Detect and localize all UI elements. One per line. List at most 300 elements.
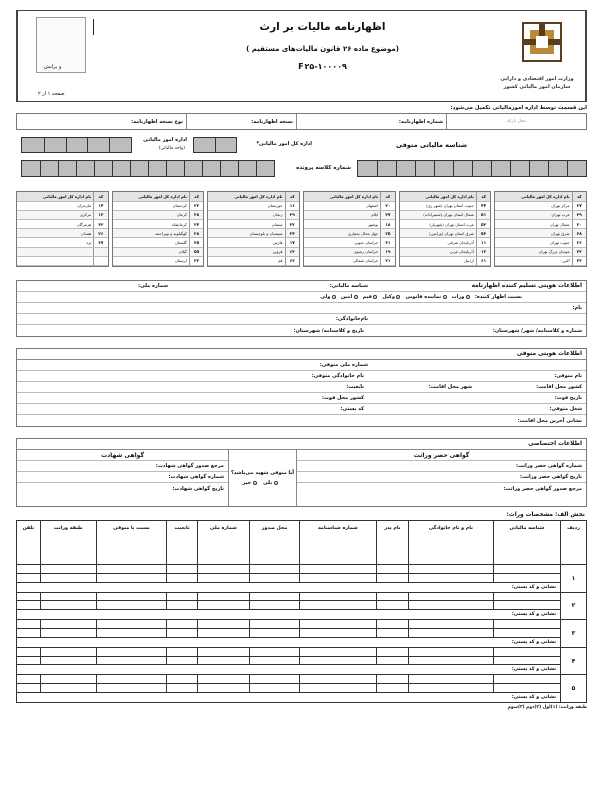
- office-name: سیستان و بلوچستان: [208, 229, 285, 238]
- name-column-header: نام اداره کل امور مالیاتی: [400, 192, 477, 201]
- heir-cell[interactable]: [197, 620, 249, 629]
- cert-number-field[interactable]: شماره گواهی حصر وراثت:: [516, 463, 582, 469]
- table-row: [113, 256, 204, 265]
- heir-cell[interactable]: [167, 628, 197, 637]
- martyr-cert-title: گواهی شهادت: [101, 451, 144, 459]
- heir-cell[interactable]: [197, 592, 249, 601]
- heir-cell[interactable]: [408, 592, 493, 601]
- heir-row: [17, 601, 587, 610]
- heir-cell[interactable]: [250, 628, 300, 637]
- table-row: [304, 201, 395, 210]
- table-row: [208, 210, 299, 219]
- office-name: کرمانشاه: [113, 220, 190, 229]
- martyr-yes-radio[interactable]: [263, 480, 277, 486]
- office-name: آذربایجان غربی: [400, 247, 477, 256]
- table-row: [208, 256, 299, 265]
- deceased-first-name-field[interactable]: نام متوفی:: [554, 373, 582, 379]
- heir-cell[interactable]: [96, 601, 167, 610]
- heir-cell[interactable]: [17, 601, 41, 610]
- office-code: ۳۸: [572, 229, 586, 238]
- office-code: ۲۲: [285, 220, 299, 229]
- heir-cell[interactable]: [197, 647, 249, 656]
- heir-cell[interactable]: [408, 573, 493, 582]
- heir-row-number: ۳: [561, 620, 587, 648]
- heir-cell[interactable]: [17, 565, 41, 574]
- heir-cell[interactable]: [408, 647, 493, 656]
- heir-row: [17, 582, 587, 592]
- heir-cell[interactable]: [250, 675, 300, 684]
- martyr-number-field[interactable]: شماره گواهی شهادت:: [168, 474, 224, 480]
- heir-cell[interactable]: [299, 647, 376, 656]
- heir-cell[interactable]: [167, 573, 197, 582]
- office-name: شرق استان تهران (ورامین): [400, 229, 477, 238]
- heir-address-field[interactable]: نشانی و کد پستی:: [17, 665, 561, 675]
- filer-identity-section: [16, 280, 587, 337]
- office-name: [17, 256, 94, 265]
- heir-cell[interactable]: [40, 628, 96, 637]
- heir-cell[interactable]: [40, 592, 96, 601]
- office-code: ۱۶: [285, 201, 299, 210]
- office-code: ۳۳: [94, 220, 108, 229]
- heir-cell[interactable]: [167, 592, 197, 601]
- table-row: [304, 220, 395, 229]
- heir-cell[interactable]: [40, 656, 96, 665]
- org-name: [497, 76, 577, 91]
- office-code: ۵۱: [476, 210, 490, 219]
- heir-cell[interactable]: [40, 620, 96, 629]
- heir-cell[interactable]: [376, 675, 408, 684]
- heir-cell[interactable]: [408, 601, 493, 610]
- heir-cell[interactable]: [493, 601, 560, 610]
- heir-cell[interactable]: [96, 684, 167, 693]
- table-row: [17, 201, 108, 210]
- no-label: خیر: [242, 479, 252, 486]
- table-row: [400, 210, 491, 219]
- heir-cell[interactable]: [96, 592, 167, 601]
- heir-cell[interactable]: [17, 684, 41, 693]
- office-name: چهار محال بختیاری: [304, 229, 381, 238]
- heir-cell[interactable]: [376, 656, 408, 665]
- heir-cell[interactable]: [376, 565, 408, 574]
- residence-city-field[interactable]: شهر محل اقامت:: [428, 384, 472, 390]
- office-code: ۲۱: [381, 256, 395, 265]
- heir-cell[interactable]: [376, 601, 408, 610]
- heir-cell[interactable]: [299, 675, 376, 684]
- heir-cell[interactable]: [493, 684, 560, 693]
- heir-cell[interactable]: [299, 601, 376, 610]
- relation-option-radio[interactable]: [363, 294, 378, 300]
- heir-cell[interactable]: [167, 620, 197, 629]
- edition-label: و یرایش: [44, 64, 62, 70]
- table-row: [400, 247, 491, 256]
- office-name: [17, 247, 94, 256]
- office-name: مازندران: [17, 201, 94, 210]
- office-code: ۲۳: [572, 256, 586, 265]
- relation-option-radio[interactable]: [452, 294, 470, 300]
- office-code-table: [112, 191, 205, 267]
- heir-cell[interactable]: [167, 684, 197, 693]
- heir-cell[interactable]: [40, 675, 96, 684]
- office-code: ۳۹: [572, 210, 586, 219]
- table-row: [304, 247, 395, 256]
- barcode-placeholder: محل بارکد: [506, 119, 527, 124]
- heir-cell[interactable]: [250, 601, 300, 610]
- heir-cell[interactable]: [299, 620, 376, 629]
- table-row: [304, 238, 395, 247]
- heir-cell[interactable]: [40, 684, 96, 693]
- office-name: جنوب تهران: [495, 238, 572, 247]
- heir-cell[interactable]: [299, 592, 376, 601]
- cert-issuer-field[interactable]: مرجع صدور گواهی حصر وراثت:: [503, 485, 582, 492]
- office-name: همدان: [17, 229, 94, 238]
- table-row: [495, 238, 586, 247]
- office-name: مرکزی: [17, 210, 94, 219]
- tax-office-code-input[interactable]: [21, 137, 132, 153]
- filer-national-id-field[interactable]: شماره ملی:: [138, 283, 168, 289]
- heir-row: [17, 628, 587, 637]
- heir-cell[interactable]: [408, 628, 493, 637]
- office-code: ۱۲: [476, 247, 490, 256]
- heirs-column-header: طبقه وراثت: [40, 521, 96, 565]
- name-column-header: نام اداره کل امور مالیاتی: [208, 192, 285, 201]
- filer-name-field[interactable]: نام:: [572, 305, 582, 311]
- heir-cell[interactable]: [17, 647, 41, 656]
- heir-cell[interactable]: [17, 620, 41, 629]
- relation-option-label: ولی: [320, 293, 331, 300]
- office-code: ۲۸: [189, 229, 203, 238]
- office-code: ۲۰: [381, 201, 395, 210]
- martyr-issuer-field[interactable]: مرجع صدور گواهی شهادت:: [155, 463, 224, 469]
- office-name: شمال تهران: [495, 220, 572, 229]
- heir-cell[interactable]: [250, 647, 300, 656]
- office-code: [94, 256, 108, 265]
- office-name: یزد: [17, 238, 94, 247]
- office-name: سمنان: [208, 220, 285, 229]
- heir-cell[interactable]: [376, 647, 408, 656]
- version-type-label: نوع نسخه اظهارنامه:: [131, 118, 183, 125]
- heir-cell[interactable]: [197, 675, 249, 684]
- heir-cell[interactable]: [376, 592, 408, 601]
- org-logo-box: [500, 11, 586, 101]
- office-name: قم: [208, 256, 285, 265]
- filer-id-number-field[interactable]: شماره و کلاسنامه/ شهر/ شهرستان:: [492, 327, 582, 334]
- heir-cell[interactable]: [493, 647, 560, 656]
- heir-address-field[interactable]: نشانی و کد پستی:: [17, 582, 561, 592]
- return-version-label: نسخه اظهارنامه:: [251, 118, 293, 125]
- table-row: [113, 247, 204, 256]
- general-office-code-input[interactable]: [193, 137, 237, 153]
- relation-option-label: وکیل: [382, 293, 395, 300]
- heir-cell[interactable]: [197, 573, 249, 582]
- heir-cell[interactable]: [408, 565, 493, 574]
- heir-cell[interactable]: [299, 684, 376, 693]
- heir-cell[interactable]: [408, 620, 493, 629]
- table-row: [400, 220, 491, 229]
- heir-cell[interactable]: [167, 656, 197, 665]
- heir-cell[interactable]: [376, 628, 408, 637]
- tax-organization-logo-icon: [521, 21, 563, 63]
- name-column-header: نام اداره کل امور مالیاتی: [113, 192, 190, 201]
- office-code-table: [16, 191, 109, 267]
- office-code-table: [207, 191, 300, 267]
- heir-address-field[interactable]: نشانی و کد پستی:: [17, 692, 561, 702]
- deceased-tax-id-input[interactable]: [357, 160, 587, 177]
- heir-address-field[interactable]: نشانی و کد پستی:: [17, 637, 561, 647]
- heir-cell[interactable]: [197, 601, 249, 610]
- table-row: [400, 229, 491, 238]
- office-note: این قسمت توسط اداره امورمالیاتی تکمیل می‌شود:: [450, 105, 587, 111]
- office-code: ۳۵: [189, 238, 203, 247]
- martyr-no-radio[interactable]: [242, 480, 256, 486]
- office-code: ۳۸: [189, 210, 203, 219]
- office-code: ۱۳: [94, 210, 108, 219]
- heir-row: [17, 637, 587, 647]
- table-row: [495, 201, 586, 210]
- office-code: ۲۴: [285, 229, 299, 238]
- inheritance-cert-title: گواهی حصر وراثت: [413, 451, 470, 459]
- heir-cell[interactable]: [96, 647, 167, 656]
- heir-cell[interactable]: [17, 573, 41, 582]
- table-row: [495, 256, 586, 265]
- office-code-table: [494, 191, 587, 267]
- heir-cell[interactable]: [376, 684, 408, 693]
- return-version-field[interactable]: [186, 114, 296, 129]
- relation-option-label: وراث: [451, 293, 465, 300]
- heirs-column-header: تابعیت: [167, 521, 197, 565]
- tax-id-area: [16, 136, 587, 184]
- page-info-box: [17, 11, 145, 101]
- heir-cell[interactable]: [167, 675, 197, 684]
- last-address-field[interactable]: نشانی آخرین محل اقامت:: [517, 417, 582, 424]
- occupation-field[interactable]: شغل متوفی:: [549, 406, 582, 412]
- filer-identity-title: اطلاعات هویتی تسلیم کننده اظهارنامه: [471, 283, 582, 289]
- office-code: ۲۶: [572, 238, 586, 247]
- office-name: خراسان شمالی: [304, 256, 381, 265]
- heir-cell[interactable]: [167, 565, 197, 574]
- tax-unit-label: (واحد مالیاتی): [158, 146, 185, 151]
- heir-cell[interactable]: [17, 628, 41, 637]
- heirs-column-header: نام و نام خانوادگی: [408, 521, 493, 565]
- office-name: شرق تهران: [495, 229, 572, 238]
- death-country-field[interactable]: کشور محل فوت:: [321, 395, 364, 401]
- heir-cell[interactable]: [96, 565, 167, 574]
- relation-options: [320, 294, 475, 301]
- heir-cell[interactable]: [167, 601, 197, 610]
- office-name: کهگیلویه و بویراحمد: [113, 229, 190, 238]
- table-row: [208, 229, 299, 238]
- general-office-label: اداره کل امور مالیاتی*: [256, 141, 312, 147]
- heir-cell[interactable]: [17, 656, 41, 665]
- form-code: F۲۵-۱۰۰۰۰۹: [298, 62, 347, 71]
- table-row: [17, 238, 108, 247]
- filer-relation-row: [17, 292, 586, 303]
- table-row: [495, 247, 586, 256]
- yes-label: بلی: [263, 479, 273, 486]
- table-row: [304, 210, 395, 219]
- heir-cell[interactable]: [40, 565, 96, 574]
- heir-row: [17, 692, 587, 702]
- office-name: اصفهان: [304, 201, 381, 210]
- heir-cell[interactable]: [96, 620, 167, 629]
- heir-row: [17, 620, 587, 629]
- nationality-field[interactable]: تابعیت:: [346, 384, 364, 390]
- heir-cell[interactable]: [493, 565, 560, 574]
- heir-cell[interactable]: [40, 647, 96, 656]
- heir-cell[interactable]: [197, 684, 249, 693]
- deceased-last-name-field[interactable]: نام خانوادگی متوفی:: [311, 373, 364, 379]
- office-name: غرب استان تهران (شهریار): [400, 220, 477, 229]
- office-name: گیلان: [113, 247, 190, 256]
- heir-cell[interactable]: [96, 628, 167, 637]
- heir-cell[interactable]: [250, 565, 300, 574]
- heir-cell[interactable]: [408, 656, 493, 665]
- heir-cell[interactable]: [96, 675, 167, 684]
- office-name: البرز: [495, 256, 572, 265]
- office-name: خراسان رضوی: [304, 247, 381, 256]
- heir-cell[interactable]: [299, 656, 376, 665]
- heir-cell[interactable]: [376, 620, 408, 629]
- heir-cell[interactable]: [493, 592, 560, 601]
- heir-cell[interactable]: [96, 656, 167, 665]
- heir-cell[interactable]: [493, 628, 560, 637]
- heir-cell[interactable]: [250, 684, 300, 693]
- office-name: خوزستان: [208, 201, 285, 210]
- relation-option-label: امین: [340, 293, 353, 300]
- office-code: ۳۱: [381, 238, 395, 247]
- filer-issue-date-field[interactable]: تاریخ و کلاسنامه/ شهرستان:: [293, 327, 364, 334]
- form-header: [16, 10, 587, 102]
- heir-cell[interactable]: [493, 675, 560, 684]
- office-name: خراسان جنوبی: [304, 238, 381, 247]
- table-row: [208, 238, 299, 247]
- heir-cell[interactable]: [493, 656, 560, 665]
- heirs-column-header: محل صدور: [250, 521, 300, 565]
- heir-cell[interactable]: [197, 628, 249, 637]
- office-name: آذربایجان شرقی: [400, 238, 477, 247]
- martyr-date-field[interactable]: تاریخ گواهی شهادت:: [172, 485, 224, 492]
- heirs-column-header: شناسه مالیاتی: [493, 521, 560, 565]
- office-code: ۲۳: [189, 256, 203, 265]
- relation-option-radio[interactable]: [341, 294, 358, 300]
- special-info-section: [16, 438, 587, 507]
- heirs-column-header: نسبت با متوفی: [96, 521, 167, 565]
- residence-country-field[interactable]: کشور محل اقامت:: [536, 384, 582, 390]
- heir-cell[interactable]: [250, 573, 300, 582]
- heir-address-field[interactable]: نشانی و کد پستی:: [17, 610, 561, 620]
- heir-row-number: ۱: [561, 565, 587, 593]
- office-code: ۲۶: [94, 229, 108, 238]
- code-column-header: کد: [476, 192, 490, 201]
- heir-cell[interactable]: [250, 656, 300, 665]
- office-name: کرمان: [113, 210, 190, 219]
- heir-cell[interactable]: [197, 656, 249, 665]
- office-code: ۵۲: [476, 220, 490, 229]
- relation-option-radio[interactable]: [320, 294, 336, 300]
- heir-cell[interactable]: [493, 620, 560, 629]
- office-code-tables: [16, 191, 587, 267]
- office-name: فارس: [208, 238, 285, 247]
- office-code: ۲۹: [285, 210, 299, 219]
- table-row: [400, 238, 491, 247]
- office-name: زنجان: [208, 210, 285, 219]
- version-type-field[interactable]: [17, 114, 186, 129]
- table-row: [304, 229, 395, 238]
- relation-option-radio[interactable]: [405, 294, 446, 300]
- office-code: ۱۱: [476, 238, 490, 247]
- file-class-input[interactable]: [21, 160, 275, 177]
- heir-cell[interactable]: [17, 592, 41, 601]
- heir-cell[interactable]: [96, 573, 167, 582]
- office-code: ۲۲: [189, 201, 203, 210]
- office-name: مودیان بزرگ تهران: [495, 247, 572, 256]
- office-name: جنوب استان تهران (شهر ری): [400, 201, 477, 210]
- table-row: [113, 220, 204, 229]
- heir-cell[interactable]: [376, 573, 408, 582]
- office-code: ۵۳: [476, 229, 490, 238]
- death-date-field[interactable]: تاریخ فوت:: [554, 395, 582, 401]
- code-column-header: کد: [285, 192, 299, 201]
- heirs-column-header: شماره ملی: [197, 521, 249, 565]
- heir-cell[interactable]: [197, 565, 249, 574]
- heir-cell[interactable]: [250, 592, 300, 601]
- table-row: [113, 201, 204, 210]
- heir-row: [17, 610, 587, 620]
- heirs-column-header: تلفن: [17, 521, 41, 565]
- heir-row: [17, 647, 587, 656]
- table-row: [208, 220, 299, 229]
- heir-cell[interactable]: [299, 628, 376, 637]
- heir-cell[interactable]: [250, 620, 300, 629]
- code-column-header: کد: [94, 192, 108, 201]
- return-number-field[interactable]: [296, 114, 446, 129]
- filer-last-name-field[interactable]: نام‌خانوادگی:: [335, 316, 368, 322]
- name-column-header: نام اداره کل امور مالیاتی: [495, 192, 572, 201]
- heir-cell[interactable]: [299, 565, 376, 574]
- heirs-column-header: نام پدر: [376, 521, 408, 565]
- postal-code-field[interactable]: کد پستی:: [340, 406, 364, 412]
- code-column-header: کد: [381, 192, 395, 201]
- heir-cell[interactable]: [408, 684, 493, 693]
- deceased-national-id-field[interactable]: شماره ملی متوفی:: [319, 362, 368, 368]
- form-title: اظهارنامه مالیات بر ارث: [259, 21, 386, 33]
- heir-cell[interactable]: [493, 573, 560, 582]
- heir-cell[interactable]: [40, 601, 96, 610]
- office-name: غرب تهران: [495, 210, 572, 219]
- filer-tax-id-field[interactable]: شناسه مالیاتی:: [329, 283, 368, 289]
- return-number-label: شماره اظهارنامه:: [398, 118, 443, 125]
- office-name: شمال استان تهران (شمیرانات): [400, 210, 477, 219]
- heir-cell[interactable]: [40, 573, 96, 582]
- heirs-section-title: بخش الف: مشخصات وراث:: [506, 512, 585, 518]
- heir-cell[interactable]: [299, 573, 376, 582]
- heir-cell[interactable]: [167, 647, 197, 656]
- office-code: ۳۲: [572, 247, 586, 256]
- table-row: [208, 201, 299, 210]
- table-row: [400, 256, 491, 265]
- relation-option-radio[interactable]: [382, 294, 400, 300]
- heir-row: [17, 565, 587, 574]
- heir-row: [17, 656, 587, 665]
- office-code-table: [399, 191, 492, 267]
- heir-cell[interactable]: [17, 675, 41, 684]
- heir-cell[interactable]: [408, 675, 493, 684]
- cert-date-field[interactable]: تاریخ گواهی حصر وراثت:: [519, 474, 582, 480]
- barcode-area: [446, 114, 586, 129]
- office-code: ۲۵: [381, 229, 395, 238]
- deceased-identity-title: اطلاعات هویتی متوفی: [17, 349, 586, 360]
- heirs-table: [16, 520, 587, 703]
- heirs-column-header: ردیف: [561, 521, 587, 565]
